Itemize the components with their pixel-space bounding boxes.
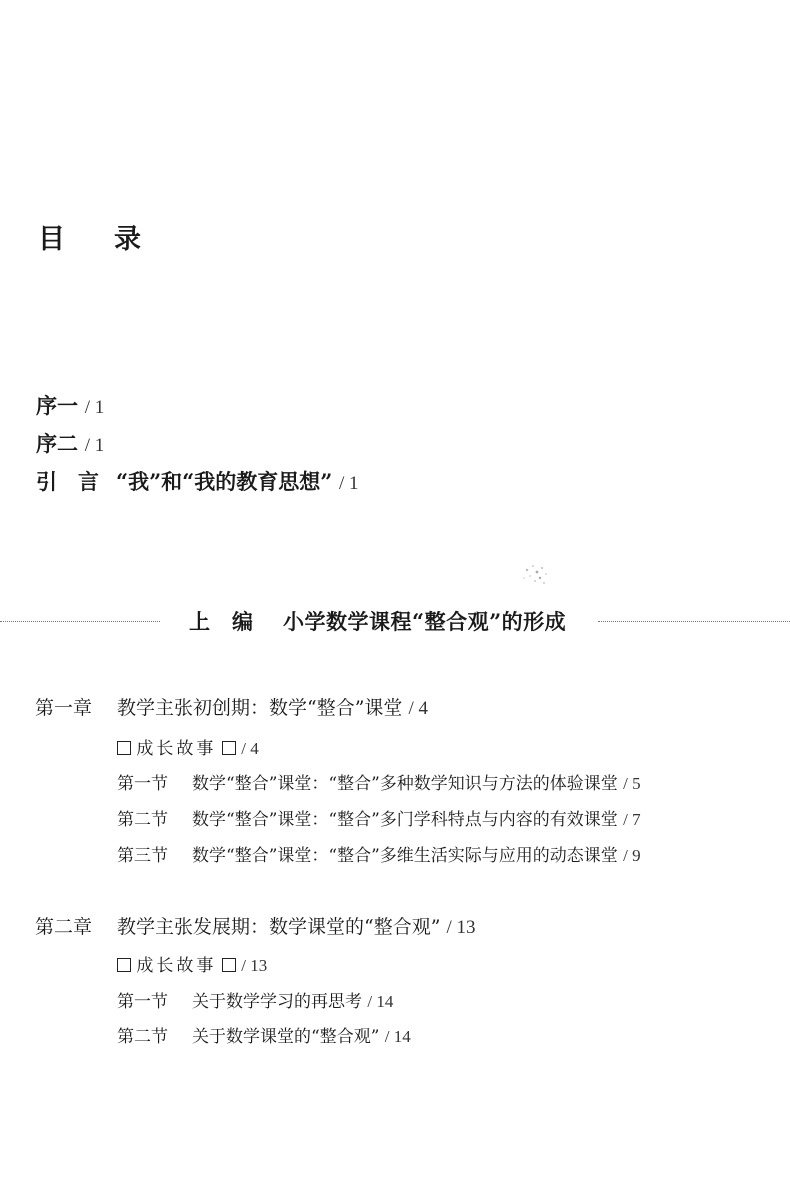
part-title: 小学数学课程“整合观”的形成 (283, 609, 567, 634)
chapter-page: / 13 (446, 917, 476, 938)
part-label: 上 编 (189, 609, 254, 634)
section-page: / 5 (623, 774, 641, 793)
box-icon (117, 741, 131, 755)
title-char-2: 录 (114, 224, 142, 255)
section-label: 第一节 (117, 992, 168, 1012)
story-title: 成长故事 (136, 956, 217, 976)
entry-label: 序一 (36, 393, 78, 418)
toc-entry-preface-2[interactable] (36, 428, 104, 458)
story-title: 成长故事 (136, 739, 217, 759)
section-page: / 7 (623, 810, 641, 829)
section-title: 关于数学学习的再思考 (192, 992, 362, 1012)
part-heading[interactable] (189, 606, 566, 636)
chapter-label: 第一章 (35, 697, 93, 719)
chapter-page: / 4 (408, 698, 429, 719)
toc-entry-preface-1[interactable] (36, 390, 104, 420)
section-page: / 9 (623, 846, 641, 865)
toc-section-2-1[interactable] (117, 987, 393, 1012)
title-char-1: 目 (38, 224, 66, 255)
box-icon (222, 958, 236, 972)
section-label: 第三节 (117, 846, 168, 866)
section-title: 数学“整合”课堂：“整合”多门学科特点与内容的有效课堂 (192, 810, 618, 830)
section-title: 关于数学课堂的“整合观” (192, 1027, 380, 1047)
toc-section-1-1[interactable] (117, 769, 641, 794)
toc-story-1[interactable] (117, 734, 259, 759)
toc-entry-introduction[interactable] (36, 466, 359, 496)
section-label: 第二节 (117, 1027, 168, 1047)
story-page: / 4 (241, 739, 259, 758)
toc-story-2[interactable] (117, 951, 267, 976)
story-page: / 13 (241, 956, 268, 975)
chapter-label: 第二章 (35, 916, 93, 938)
entry-label: 序二 (36, 431, 78, 456)
section-title: 数学“整合”课堂：“整合”多种数学知识与方法的体验课堂 (192, 774, 618, 794)
entry-label: 引 言 (36, 469, 99, 494)
toc-section-1-3[interactable] (117, 841, 641, 866)
scan-smudge (515, 556, 555, 590)
part-divider-left (0, 621, 160, 622)
toc-chapter-1[interactable] (35, 693, 428, 720)
entry-page: / 1 (84, 435, 105, 456)
entry-title: “我”和“我的教育思想” (116, 469, 333, 494)
toc-chapter-2[interactable] (35, 912, 476, 939)
section-page: / 14 (384, 1027, 411, 1046)
part-divider-right (598, 621, 790, 622)
box-icon (222, 741, 236, 755)
toc-section-1-2[interactable] (117, 805, 641, 830)
chapter-title: 教学主张初创期：数学“整合”课堂 (117, 697, 403, 719)
section-label: 第二节 (117, 810, 168, 830)
section-label: 第一节 (117, 774, 168, 794)
entry-page: / 1 (339, 473, 359, 494)
section-page: / 14 (367, 992, 394, 1011)
page-title (38, 217, 142, 256)
section-title: 数学“整合”课堂：“整合”多维生活实际与应用的动态课堂 (192, 846, 618, 866)
toc-section-2-2[interactable] (117, 1022, 411, 1047)
chapter-title: 教学主张发展期：数学课堂的“整合观” (117, 916, 441, 938)
box-icon (117, 958, 131, 972)
entry-page: / 1 (84, 397, 105, 418)
